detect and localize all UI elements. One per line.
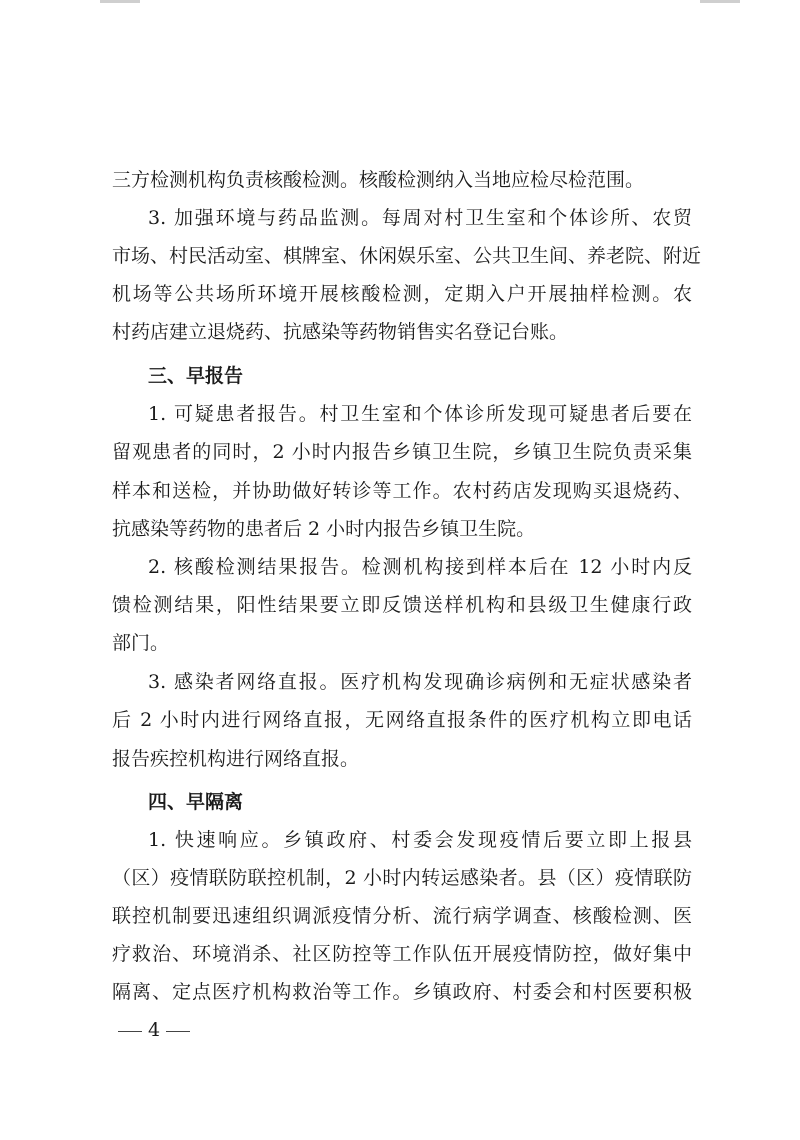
text-line: 联控机制要迅速组织调派疫情分析、流行病学调查、核酸检测、医 xyxy=(112,905,692,927)
text-line: 市场、村民活动室、棋牌室、休闲娱乐室、公共卫生间、养老院、附近 xyxy=(112,245,702,267)
text-line: 机场等公共场所环境开展核酸检测，定期入户开展抽样检测。农 xyxy=(112,283,692,305)
section-heading: 三、早报告 xyxy=(148,365,244,387)
text-line: 抗感染等药物的患者后 2 小时内报告乡镇卫生院。 xyxy=(112,518,536,540)
page-number xyxy=(118,1018,190,1042)
text-line: 1. 快速响应。乡镇政府、村委会发现疫情后要立即上报县 xyxy=(148,829,692,851)
text-line: 报告疾控机构进行网络直报。 xyxy=(112,748,360,770)
section-heading: 四、早隔离 xyxy=(148,791,244,813)
text-line: 2. 核酸检测结果报告。检测机构接到样本后在 12 小时内反 xyxy=(148,556,692,578)
text-line: 3. 感染者网络直报。医疗机构发现确诊病例和无症状感染者 xyxy=(148,671,692,693)
text-line: 3. 加强环境与药品监测。每周对村卫生室和个体诊所、农贸 xyxy=(148,207,692,229)
text-line: 三方检测机构负责核酸检测。核酸检测纳入当地应检尽检范围。 xyxy=(112,169,645,191)
text-line: 样本和送检，并协助做好转诊等工作。农村药店发现购买退烧药、 xyxy=(112,480,692,502)
text-line: 1. 可疑患者报告。村卫生室和个体诊所发现可疑患者后要在 xyxy=(148,403,692,425)
page-number-dash xyxy=(166,1031,190,1032)
text-line: 隔离、定点医疗机构救治等工作。乡镇政府、村委会和村医要积极 xyxy=(112,981,692,1003)
text-line: 留观患者的同时，2 小时内报告乡镇卫生院，乡镇卫生院负责采集 xyxy=(112,441,692,463)
text-line: （区）疫情联防联控机制，2 小时内转运感染者。县（区）疫情联防 xyxy=(112,867,692,889)
text-line: 村药店建立退烧药、抗感染等药物销售实名登记台账。 xyxy=(112,321,569,343)
scan-edge-mark xyxy=(100,0,140,3)
text-line: 后 2 小时内进行网络直报，无网络直报条件的医疗机构立即电话 xyxy=(112,709,692,731)
text-line: 部门。 xyxy=(112,632,170,654)
scan-edge-mark xyxy=(700,0,740,3)
page-number-value: 4 xyxy=(148,1019,161,1041)
page-number-dash xyxy=(118,1031,142,1032)
text-line: 馈检测结果，阳性结果要立即反馈送样机构和县级卫生健康行政 xyxy=(112,594,692,616)
text-line: 疗救治、环境消杀、社区防控等工作队伍开展疫情防控，做好集中 xyxy=(112,943,692,965)
